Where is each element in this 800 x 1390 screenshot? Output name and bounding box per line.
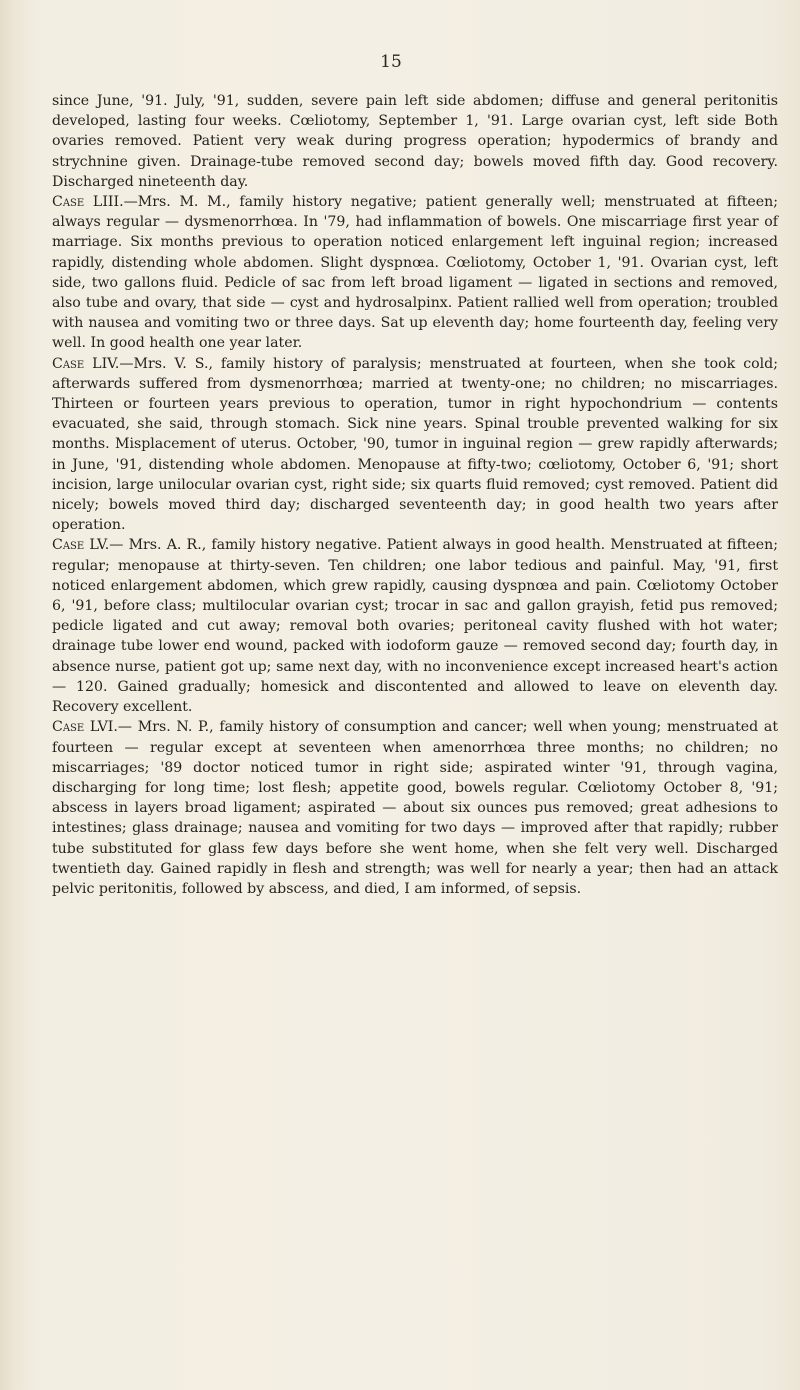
case-label: Case LIII. (52, 194, 124, 211)
case-paragraph-lv (52, 535, 778, 717)
paragraph-text: —Mrs. M. M., family history negative; patient generally well; menstruated at fifteen; always regular — dysmenorrhœa. In '79, had inflammation of bowels. One miscarriage first year of marriage. Six months previous to operation noticed enlargement left inguinal region; increased rapidly, distending whole abdomen. Slight dyspnœa. Cœliotomy, October 1, '91. Ovarian cyst, left side, two gallons fluid. Pedicle of sac from left broad ligament — ligated in sections and removed, also tube and ovary, that side — cyst and hydrosalpinx. Patient rallied well from operation; troubled with nausea and vomiting two or three days. Sat up eleventh day; home fourteenth day, feeling very well. In good health one year later. (52, 194, 778, 352)
paragraph-continuation (52, 91, 778, 192)
case-label: Case LIV. (52, 355, 120, 372)
case-paragraph-lvi (52, 717, 778, 899)
case-paragraph-liv (52, 354, 778, 536)
paragraph-text: since June, '91. July, '91, sudden, severe pain left side abdomen; diffuse and general peritonitis developed, lasting four weeks. Cœliotomy, September 1, '91. Large ovarian cyst, left side Both ovaries removed. Patient very weak during progress operation; hypodermics of brandy and strychnine given. Drainage-tube removed second day; bowels moved fifth day. Good recovery. Discharged nineteenth day. (52, 93, 778, 190)
case-label: Case LVI. (52, 719, 118, 736)
page-number: 15 (380, 52, 402, 72)
paragraph-text: — Mrs. A. R., family history negative. Patient always in good health. Menstruated at fifteen; regular; menopause at thirty-seven. Ten children; one labor tedious and painful. May, '91, first noticed enlargement abdomen, which grew rapidly, causing dyspnœa and pain. Cœliotomy October 6, '91, before class; multilocular ovarian cyst; trocar in sac and gallon grayish, fetid pus removed; pedicle ligated and cut away; removal both ovaries; peritoneal cavity flushed with hot water; drainage tube lower end wound, packed with iodoform gauze — removed second day; fourth day, in absence nurse, patient got up; same next day, with no inconvenience except increased heart's action — 120. Gained gradually; homesick and discontented and allowed to leave on eleventh day. Recovery excellent. (52, 537, 778, 716)
paragraph-text: — Mrs. N. P., family history of consumption and cancer; well when young; menstruated at fourteen — regular except at seventeen when amenorrhœa three months; no children; no miscarriages; '89 doctor noticed tumor in right side; aspirated winter '91, through vagina, discharging for long time; lost flesh; appetite good, bowels regular. Cœliotomy October 8, '91; abscess in layers broad ligament; aspirated — about six ounces pus removed; great adhesions to intestines; glass drainage; nausea and vomiting for two days — improved after that rapidly; rubber tube substituted for glass few days before she went home, when she felt very well. Discharged twentieth day. Gained rapidly in flesh and strength; was well for nearly a year; then had an attack pelvic peritonitis, followed by abscess, and died, I am informed, of sepsis. (52, 719, 778, 897)
paragraph-text: —Mrs. V. S., family history of paralysis; menstruated at fourteen, when she took cold; afterwards suffered from dysmenorrhœa; married at twenty-one; no children; no miscarriages. Thirteen or fourteen years previous to operation, tumor in right hypochondrium — contents evacuated, she said, through stomach. Sick nine years. Spinal trouble prevented walking for six months. Misplacement of uterus. October, '90, tumor in inguinal region — grew rapidly afterwards; in June, '91, distending whole abdomen. Menopause at fifty-two; cœliotomy, October 6, '91; short incision, large unilocular ovarian cyst, right side; six quarts fluid removed; cyst removed. Patient did nicely; bowels moved third day; discharged seventeenth day; in good health two years after operation. (52, 355, 778, 534)
case-paragraph-liii (52, 192, 778, 354)
body-text (52, 91, 778, 899)
case-label: Case LV. (52, 537, 110, 554)
